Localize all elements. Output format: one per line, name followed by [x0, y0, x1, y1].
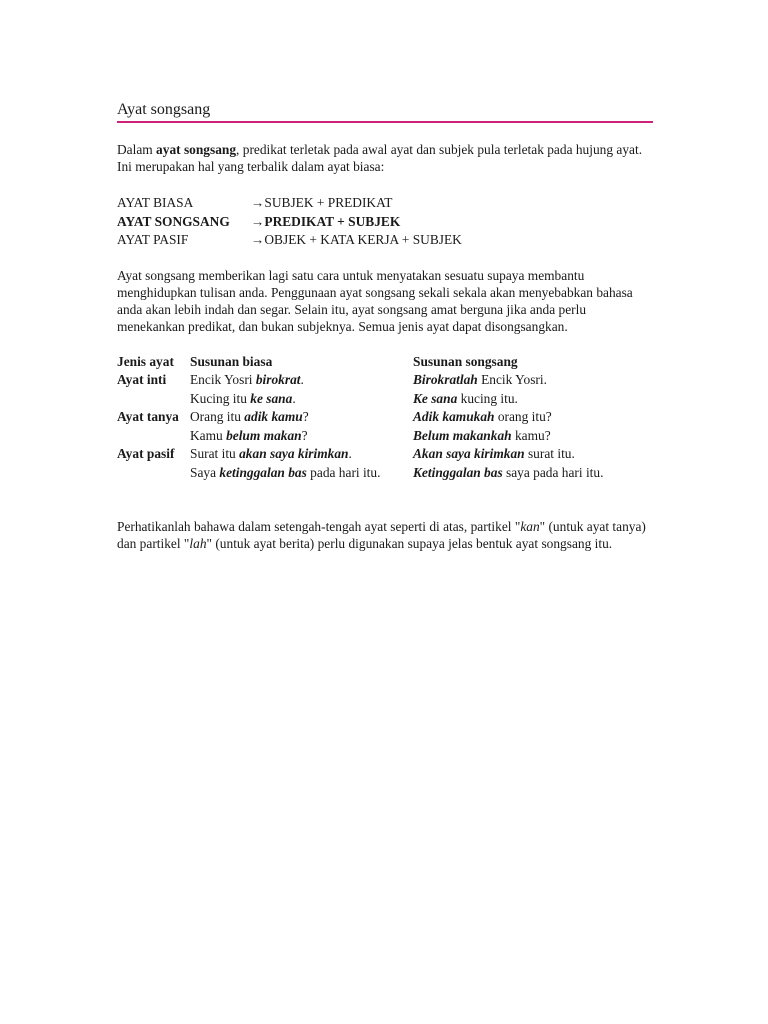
note-paragraph [117, 518, 653, 552]
cell-text: Kucing itu [190, 390, 251, 406]
table-row [117, 390, 653, 409]
column-header: Susunan songsang [413, 353, 518, 369]
sentence-pattern-list [117, 194, 653, 250]
note-text: " (untuk ayat tanya) dan partikel " [117, 519, 646, 551]
table-row [117, 408, 653, 427]
note-text: Perhatikanlah bahawa dalam setengah-tengah ayat seperti di atas, partikel " [117, 519, 521, 534]
cell-emphasis: Birokratlah [413, 372, 478, 387]
cell-text: Orang itu [190, 409, 245, 424]
pattern-name: AYAT BIASA [117, 195, 194, 210]
pattern-formula: →PREDIKAT + SUBJEK [251, 213, 401, 229]
cell-emphasis: Belum makankah [413, 427, 512, 443]
normal-order-cell [190, 427, 413, 446]
sentence-type [117, 464, 190, 483]
pattern-formula: →OBJEK + KATA KERJA + SUBJEK [251, 232, 462, 247]
inverted-order-cell [413, 371, 653, 390]
inverted-order-cell [413, 427, 653, 446]
column-header: Susunan biasa [190, 353, 273, 369]
cell-emphasis: birokrat [255, 372, 301, 387]
note-text: " (untuk ayat berita) perlu digunakan supaya jelas bentuk ayat songsang itu. [206, 536, 613, 551]
intro-term: ayat songsang [156, 142, 237, 157]
cell-text: Saya [190, 464, 220, 480]
intro-text-start: Dalam [117, 142, 157, 157]
cell-text: pada hari itu. [306, 464, 381, 480]
pattern-name: AYAT PASIF [117, 232, 189, 247]
table-row [117, 427, 653, 446]
cell-emphasis: adik kamu [244, 409, 303, 424]
normal-order-cell [190, 408, 413, 427]
normal-order-cell [190, 445, 413, 464]
cell-emphasis: Adik kamukah [413, 409, 495, 424]
page-title: Ayat songsang [117, 100, 653, 123]
particle-lah: lah [189, 536, 207, 551]
particle-kan: kan [520, 519, 540, 534]
normal-order-cell [190, 464, 413, 483]
cell-emphasis: Ke sana [413, 390, 458, 406]
cell-emphasis: Ketinggalan bas [413, 464, 503, 480]
inverted-order-cell [413, 445, 653, 464]
cell-text: surat itu. [524, 446, 575, 461]
pattern-row [117, 194, 653, 213]
cell-text: kamu? [511, 427, 551, 443]
cell-emphasis: belum makan [226, 427, 302, 443]
cell-text: orang itu? [494, 409, 552, 424]
inverted-order-cell [413, 464, 653, 483]
table-header-row [117, 353, 653, 372]
table-row [117, 371, 653, 390]
table-row [117, 464, 653, 483]
pattern-name: AYAT SONGSANG [117, 213, 230, 229]
normal-order-cell [190, 390, 413, 409]
cell-emphasis: ketinggalan bas [219, 464, 307, 480]
explanation-paragraph: Ayat songsang memberikan lagi satu cara untuk menyatakan sesuatu supaya membantu menghidupkan tulisan anda. Penggunaan ayat songsang sekali sekala akan menyebabkan bahasa anda akan lebih indah dan segar. Selain itu, ayat songsang amat berguna jika anda perlu menekankan predikat, dan bukan subjeknya. Semua jenis ayat dapat disongsangkan. [117, 267, 633, 334]
cell-emphasis: akan saya kirimkan [239, 446, 349, 461]
document-page [117, 100, 653, 552]
comparison-table [117, 353, 653, 483]
cell-text: ? [301, 427, 308, 443]
normal-order-cell [190, 371, 413, 390]
cell-text: Encik Yosri. [477, 372, 547, 387]
pattern-row [117, 213, 653, 232]
sentence-type [117, 427, 190, 446]
inverted-order-cell [413, 408, 653, 427]
cell-text: . [292, 390, 296, 406]
table-row [117, 445, 653, 464]
column-header: Jenis ayat [117, 353, 174, 369]
intro-text-end: , predikat terletak pada awal ayat dan subjek pula terletak pada hujung ayat. Ini merupakan hal yang terbalik dalam ayat biasa: [117, 142, 643, 174]
pattern-row [117, 231, 653, 250]
cell-emphasis: Akan saya kirimkan [413, 446, 525, 461]
cell-text: saya pada hari itu. [502, 464, 604, 480]
cell-text: Encik Yosri [190, 372, 256, 387]
cell-text: kucing itu. [457, 390, 518, 406]
cell-text: Surat itu [190, 446, 240, 461]
cell-text: Kamu [190, 427, 227, 443]
cell-text: . [300, 372, 304, 387]
cell-text: . [348, 446, 352, 461]
cell-text: ? [302, 409, 309, 424]
inverted-order-cell [413, 390, 653, 409]
sentence-type: Ayat pasif [117, 446, 175, 461]
sentence-type: Ayat inti [117, 372, 167, 387]
pattern-formula: →SUBJEK + PREDIKAT [251, 195, 393, 210]
intro-paragraph [117, 141, 653, 175]
sentence-type: Ayat tanya [117, 409, 179, 424]
sentence-type [117, 390, 190, 409]
cell-emphasis: ke sana [250, 390, 293, 406]
